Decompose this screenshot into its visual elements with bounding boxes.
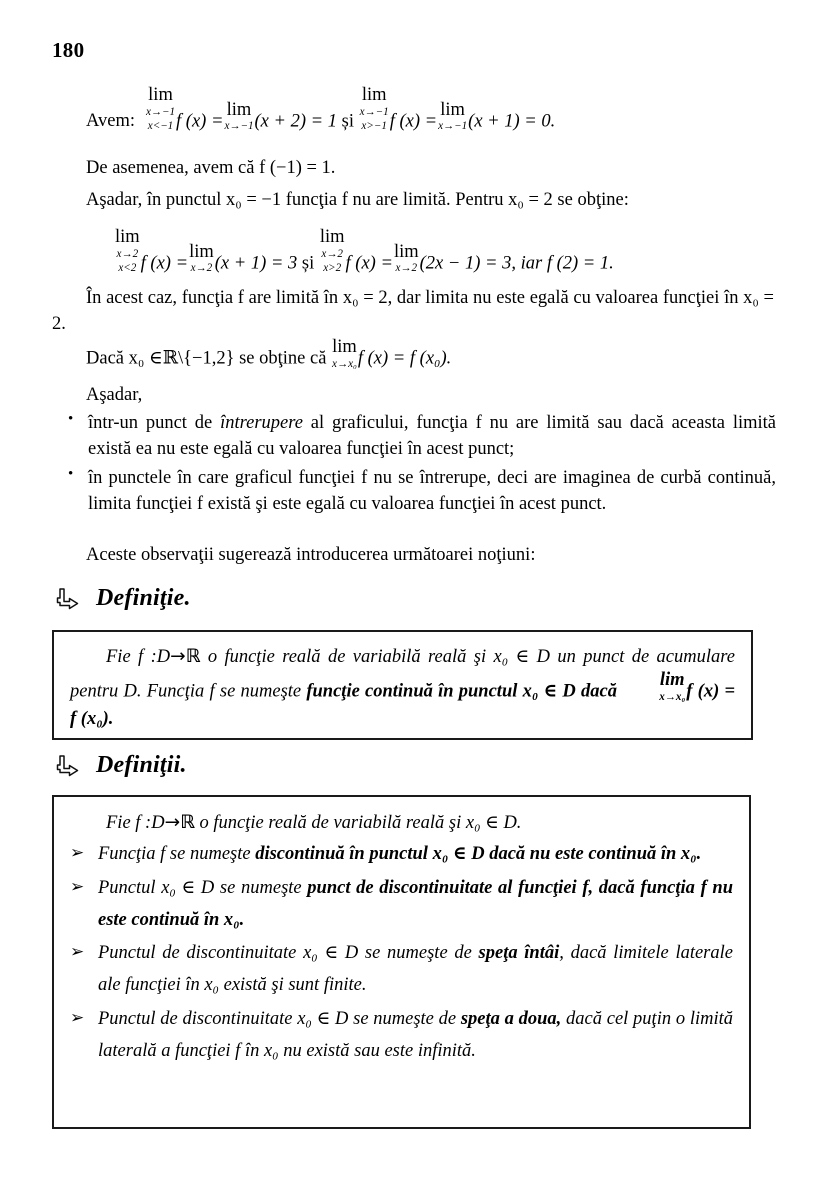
list-item-plain-1: Punctul de discontinuitate x₀ ∈ D se numeşte de bbox=[98, 1009, 461, 1030]
list-item-bold-1: speţa întâi bbox=[478, 943, 560, 964]
real-set-symbol: ℝ bbox=[185, 646, 201, 667]
definition-2-item-list bbox=[70, 839, 733, 1068]
definition-1-title: Definiţie. bbox=[96, 585, 191, 611]
arrow-bullet-icon: ➢ bbox=[70, 843, 85, 863]
bullet-dot-icon: • bbox=[68, 465, 74, 482]
equation-1-expr-1: f (x) = bbox=[176, 111, 224, 132]
observation-bullet-list bbox=[66, 410, 776, 519]
arrow-bullet-icon: ➢ bbox=[70, 1008, 85, 1029]
definition-2-box bbox=[52, 795, 751, 1129]
limit-10-sub-1: x→x₀ bbox=[659, 690, 686, 703]
list-item-text-italic: întrerupere bbox=[220, 413, 303, 433]
paragraph-daca-before: Dacă x₀ ∈ℝ\{−1,2} se obţine că bbox=[86, 348, 327, 369]
list-item-text-before: într-un punct de bbox=[88, 413, 221, 433]
limit-7-sub-2: x>2 bbox=[323, 262, 342, 275]
list-item-bold-1: punct de discontinuitate al funcţiei f, dacă funcţia f nu este continuă în x₀. bbox=[98, 877, 733, 930]
definition-1-fragment-b: o funcţie reală de variabilă reală şi x₀ ∈ D un punct de acumulare pentru D. Funcţia f se numeşte bbox=[70, 647, 735, 702]
definition-2-fragment-a: Fie f :D bbox=[106, 813, 165, 833]
limit-3-op: lim bbox=[361, 85, 387, 105]
limit-9-sub-1: x→x₀ bbox=[332, 357, 357, 370]
definition-2-intro bbox=[70, 809, 733, 837]
equation-2-expr-2: (x + 1) = 3 bbox=[214, 253, 298, 274]
list-item-text-after: al graficului, funcţia f nu are limită sau dacă aceasta limită există ea nu este egală cu valoarea funcţiei în acest punct; bbox=[88, 413, 776, 460]
limit-10 bbox=[623, 671, 685, 704]
definition-2-title: Definiţii. bbox=[96, 752, 187, 778]
equation-1-conjunction: și bbox=[341, 111, 354, 132]
arrow-bullet-icon: ➢ bbox=[70, 876, 85, 897]
limit-2-sub-1: x→−1 bbox=[224, 120, 254, 133]
limit-5-op: lim bbox=[115, 227, 140, 247]
list-item bbox=[66, 465, 776, 518]
page-number: 180 bbox=[52, 38, 85, 62]
arrow-bullet-icon: ➢ bbox=[70, 942, 85, 963]
definition-1-tail: f (x) = f (x₀). bbox=[70, 681, 736, 729]
paragraph-asadar-2: Aşadar, bbox=[86, 385, 143, 405]
limit-1-op: lim bbox=[148, 85, 173, 105]
limit-5 bbox=[115, 228, 140, 276]
limit-6-op: lim bbox=[189, 241, 214, 262]
equation-1-lead: Avem: bbox=[86, 111, 135, 132]
paragraph-daca-after: f (x) = f (x₀). bbox=[357, 348, 452, 369]
equation-2-conjunction: și bbox=[301, 253, 315, 274]
equation-2-expr-4: (2x − 1) = 3, iar f (2) = 1. bbox=[419, 253, 614, 274]
limit-8 bbox=[394, 243, 419, 276]
hand-arrow-icon bbox=[56, 586, 82, 612]
equation-line-2 bbox=[114, 228, 614, 276]
list-item bbox=[70, 873, 733, 937]
limit-4-sub-1: x→−1 bbox=[438, 120, 468, 133]
list-item-plain-2: , dacă limitele laterale ale funcţiei în x₀ există şi sunt finite. bbox=[98, 943, 733, 996]
list-item bbox=[70, 839, 733, 871]
definition-2-heading bbox=[56, 752, 187, 779]
limit-6 bbox=[189, 243, 214, 276]
real-set-symbol: ℝ bbox=[180, 812, 195, 833]
paragraph-asadar-1: Aşadar, în punctul x₀ = −1 funcţia f nu are limită. Pentru x₀ = 2 se obţine: bbox=[86, 190, 629, 210]
limit-7 bbox=[320, 228, 345, 276]
list-item-plain-2: dacă cel puţin o limită laterală a funcţiei f în x₀ nu există sau este infinită. bbox=[98, 1009, 733, 1061]
limit-7-sub-1: x→2 bbox=[321, 247, 343, 260]
limit-9-op: lim bbox=[332, 337, 357, 357]
limit-10-op: lim bbox=[659, 670, 685, 690]
limit-7-op: lim bbox=[319, 227, 345, 247]
hand-arrow-icon bbox=[56, 753, 82, 779]
limit-5-sub-1: x→2 bbox=[116, 247, 139, 260]
list-item-plain-1: Punctul de discontinuitate x₀ ∈ D se numeşte de bbox=[98, 943, 479, 964]
definition-1-heading bbox=[56, 585, 191, 612]
list-item bbox=[70, 1004, 733, 1068]
limit-3-sub-1: x→−1 bbox=[359, 105, 389, 118]
limit-8-op: lim bbox=[393, 241, 419, 262]
list-item-text-before: în punctele în care graficul funcţiei f nu se întrerupe, deci are imaginea de curbă continuă, limita funcţiei f există şi este egală cu valoarea funcţiei în acest punct. bbox=[88, 467, 776, 514]
limit-4 bbox=[438, 101, 467, 134]
limit-5-sub-2: x<2 bbox=[118, 262, 137, 275]
limit-8-sub-1: x→2 bbox=[395, 262, 418, 275]
equation-2-expr-3: f (x) = bbox=[345, 253, 393, 274]
definition-1-fragment-a: Fie f :D bbox=[106, 647, 171, 667]
definition-1-text bbox=[70, 643, 735, 733]
limit-6-sub-1: x→2 bbox=[190, 262, 213, 275]
paragraph-daca bbox=[86, 338, 451, 371]
limit-2-op: lim bbox=[226, 99, 252, 120]
paragraph-acest-caz: În acest caz, funcţia f are limită în x₀ = 2, dar limita nu este egală cu valoarea funcţiei în x₀ = 2. bbox=[52, 288, 774, 335]
limit-1-sub-2: x<−1 bbox=[147, 120, 174, 133]
equation-2-expr-1: f (x) = bbox=[140, 253, 189, 274]
list-item-plain-1: Funcţia f se numeşte bbox=[98, 844, 256, 864]
list-item-bold-1: discontinuă în punctul x₀ ∈ D dacă nu este continuă în x₀. bbox=[255, 844, 702, 864]
definition-1-bold: funcţie continuă în punctul x₀ ∈ D dacă bbox=[306, 681, 617, 702]
right-arrow-icon: → bbox=[164, 812, 181, 833]
equation-line-1 bbox=[86, 86, 555, 134]
list-item-bold-1: speţa a doua, bbox=[460, 1009, 562, 1030]
limit-9 bbox=[332, 338, 357, 371]
limit-3-sub-2: x>−1 bbox=[361, 120, 387, 133]
definition-2-fragment-b: o funcţie reală de variabilă reală şi x₀ ∈ D. bbox=[194, 813, 522, 833]
limit-1-sub-1: x→−1 bbox=[145, 105, 176, 118]
equation-1-expr-3: f (x) = bbox=[389, 111, 438, 132]
list-item bbox=[70, 938, 733, 1002]
equation-1-expr-4: (x + 1) = 0. bbox=[468, 111, 556, 132]
limit-4-op: lim bbox=[440, 99, 465, 120]
bullet-dot-icon: • bbox=[68, 411, 74, 427]
list-item bbox=[66, 410, 776, 463]
right-arrow-icon: → bbox=[170, 646, 186, 667]
paragraph-aceste-observatii: Aceste observaţii sugerează introducerea următoarei noţiuni: bbox=[86, 545, 536, 565]
definition-1-box bbox=[52, 630, 753, 740]
equation-1-expr-2: (x + 2) = 1 bbox=[254, 111, 338, 132]
limit-3 bbox=[360, 86, 389, 134]
list-item-plain-1: Punctul x₀ ∈ D se numeşte bbox=[98, 877, 308, 898]
limit-1 bbox=[146, 86, 175, 134]
limit-2 bbox=[224, 101, 253, 134]
paragraph-de-asemenea: De asemenea, avem că f (−1) = 1. bbox=[86, 158, 336, 178]
